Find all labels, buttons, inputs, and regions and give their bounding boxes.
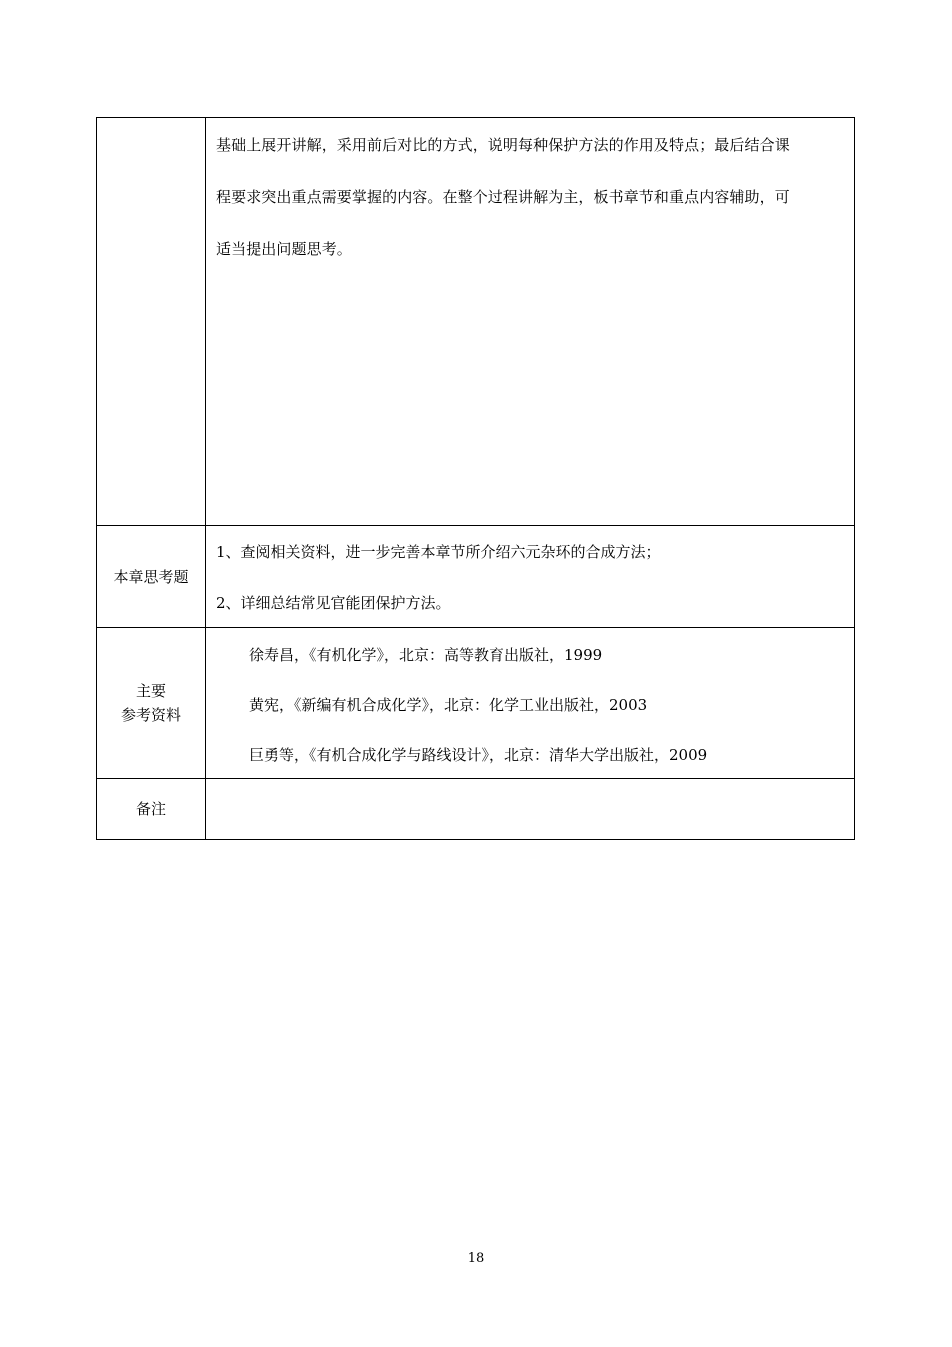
- question-item: [216, 540, 850, 564]
- reference-item: [249, 743, 850, 767]
- method-line: 适当提出问题思考。: [216, 240, 352, 258]
- reference-year: 2009: [669, 746, 708, 764]
- notes-label: 备注: [97, 779, 206, 840]
- reference-item: [249, 693, 850, 717]
- references-label-line: 参考资料: [120, 706, 181, 724]
- reference-text: 巨勇等，《有机合成化学与路线设计》，北京：清华大学出版社，: [249, 746, 670, 764]
- references-label: [97, 628, 206, 779]
- method-line: 程要求突出重点需要掌握的内容。在整个过程讲解为主，板书章节和重点内容辅助，可: [216, 188, 790, 206]
- reference-text: 黄宪，《新编有机合成化学》，北京：化学工业出版社，: [249, 696, 610, 714]
- reference-year: 2003: [609, 696, 648, 714]
- page-number: 18: [467, 1251, 485, 1266]
- reference-item: [249, 643, 850, 667]
- references-row: [97, 628, 855, 779]
- questions-list: [216, 526, 850, 615]
- teaching-method-label-cell: [97, 118, 206, 526]
- references-label-stack: [97, 679, 205, 727]
- references-label-line: 主要: [135, 682, 166, 700]
- lesson-plan-table: [96, 117, 855, 840]
- chapter-questions-label: 本章思考题: [97, 526, 206, 628]
- reference-year: 1999: [564, 646, 603, 664]
- question-number: 2: [216, 594, 226, 612]
- method-line: 基础上展开讲解，采用前后对比的方式，说明每种保护方法的作用及特点；最后结合课: [216, 136, 790, 154]
- notes-content-cell: [206, 779, 855, 840]
- question-number: 1: [216, 543, 226, 561]
- teaching-method-text: [216, 119, 850, 275]
- references-content-cell: [206, 628, 855, 779]
- question-text: 、详细总结常见官能团保护方法。: [225, 594, 451, 612]
- notes-row: [97, 779, 855, 840]
- chapter-questions-content-cell: [206, 526, 855, 628]
- chapter-questions-row: [97, 526, 855, 628]
- reference-text: 徐寿昌，《有机化学》，北京：高等教育出版社，: [249, 646, 565, 664]
- question-text: 、查阅相关资料，进一步完善本章节所介绍六元杂环的合成方法；: [225, 543, 661, 561]
- question-item: [216, 591, 850, 615]
- teaching-method-content-cell: [206, 118, 855, 526]
- references-list: [216, 628, 850, 767]
- teaching-method-row: [97, 118, 855, 526]
